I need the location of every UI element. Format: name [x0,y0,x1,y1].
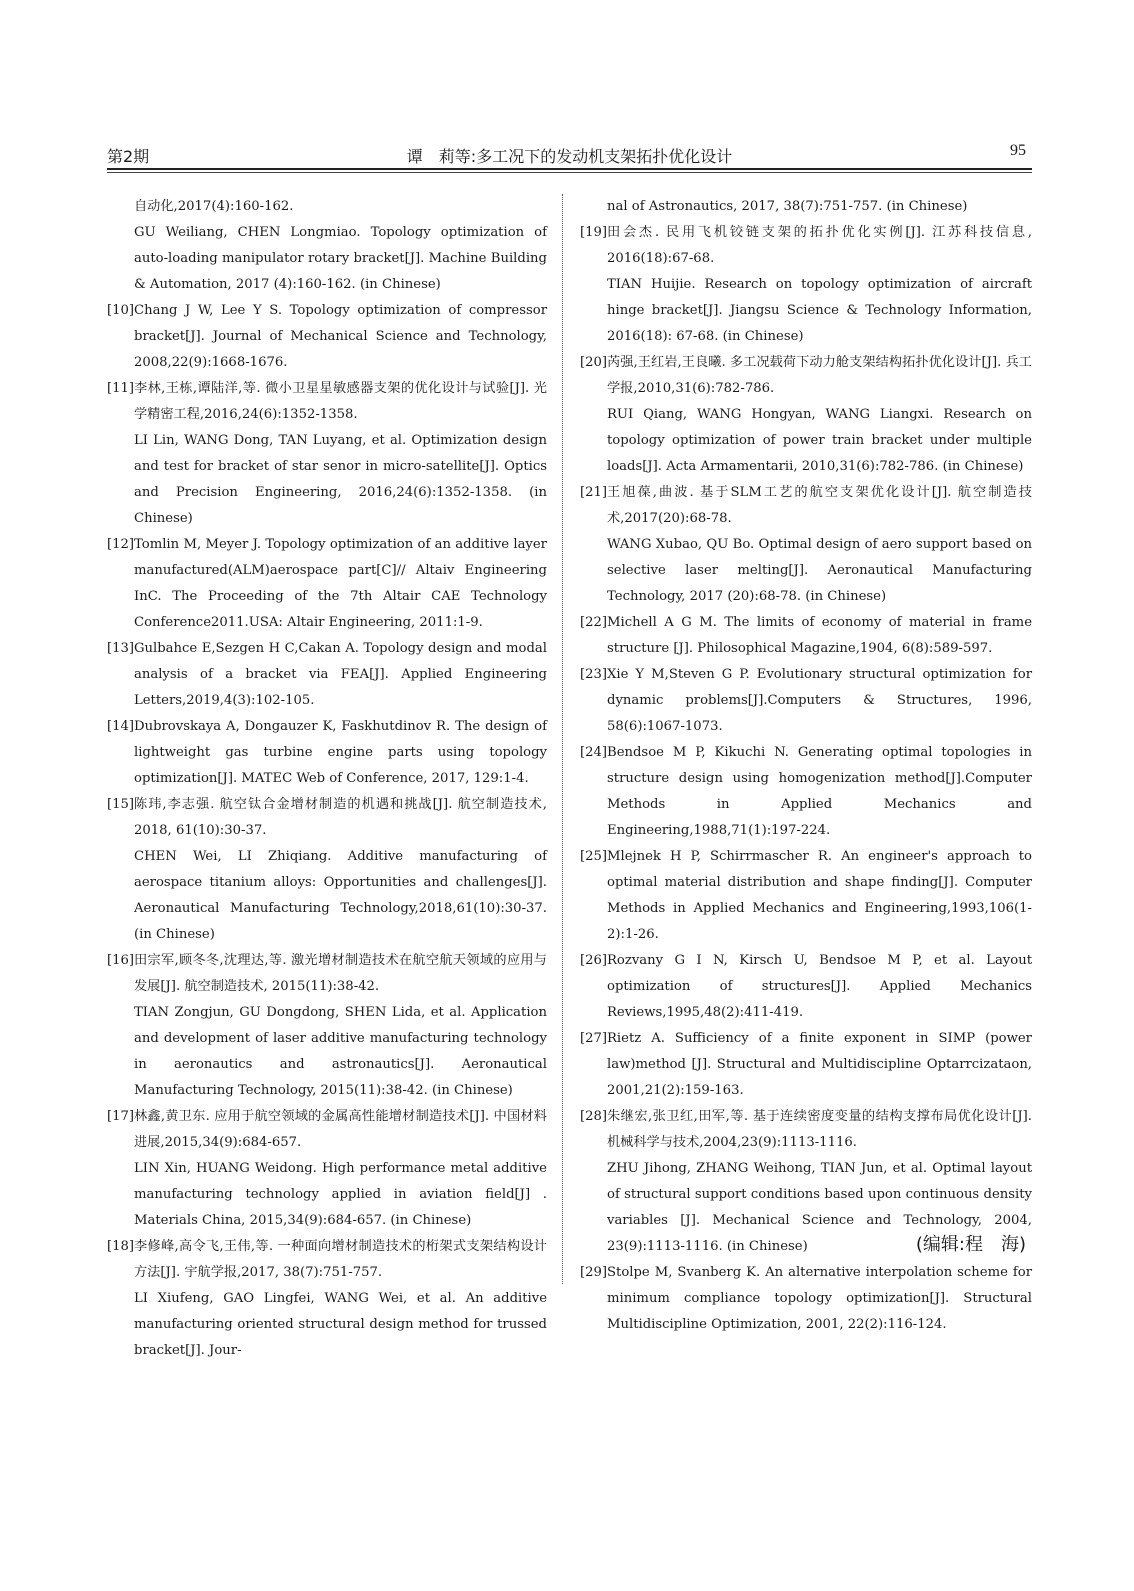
reference-text: WANG Xubao, QU Bo. Optimal design of aero support based on selective laser melting[J]. Aeronautical Manufacturing Technology, 2017 (20):68-78. (in Chinese) [607,537,1032,604]
reference-column-right [580,194,1032,1338]
reference-text: Bendsoe M P, Kikuchi N. Generating optimal topologies in structure design using homogenization method[J].Computer Methods in Applied Mechanics and Engineering,1988,71(1):197-224. [607,745,1032,838]
reference-number: [23] [580,667,608,682]
reference-entry [580,1260,1032,1338]
reference-entry [580,350,1032,480]
reference-text: Xie Y M,Steven G P. Evolutionary structural optimization for dynamic problems[J].Computers & Structures, 1996, 58(6):1067-1073. [607,667,1032,734]
reference-number: [22] [580,615,608,630]
reference-number: [18] [107,1239,135,1254]
reference-column-left [107,194,547,1364]
reference-text: Gulbahce E,Sezgen H C,Cakan A. Topology design and modal analysis of a bracket via FEA[J]. Applied Engineering Letters,2019,4(3):102-105. [134,641,547,708]
reference-number: [13] [107,641,135,656]
reference-entry [580,610,1032,662]
reference-text: RUI Qiang, WANG Hongyan, WANG Liangxi. Research on topology optimization of power train bracket under multiple loads[J]. Acta Armamentarii, 2010,31(6):782-786. (in Chinese) [607,407,1032,474]
reference-entry [580,220,1032,350]
reference-text: LI Lin, WANG Dong, TAN Luyang, et al. Optimization design and test for bracket of star senor in micro-satellite[J]. Optics and Precision Engineering, 2016,24(6):1352-1358. (in Chinese) [134,433,547,526]
reference-text: 林鑫,黄卫东. 应用于航空领域的金属高性能增材制造技术[J]. 中国材料进展,2015,34(9):684-657. [134,1109,547,1150]
reference-number: [17] [107,1109,135,1124]
editor-note: (编辑:程 海) [915,1234,1026,1255]
reference-number: [14] [107,719,135,734]
header-rule [107,168,1032,170]
reference-entry [107,532,547,636]
page-number: 95 [1010,142,1026,159]
reference-entry [107,792,547,948]
reference-text: 田会杰. 民用飞机铰链支架的拓扑优化实例[J]. 江苏科技信息, 2016(18):67-68. [607,225,1032,266]
reference-number: [16] [107,953,135,968]
reference-number: [15] [107,797,135,812]
reference-text: Tomlin M, Meyer J. Topology optimization of an additive layer manufactured(ALM)aerospace part[C]// Altaiv Engineering InC. The Proceeding of the 7th Altair CAE Technology Conference2011.USA: Altair Engineering, 2011:1-9. [134,537,547,630]
reference-entry [580,740,1032,844]
reference-entry [107,194,547,298]
reference-text: LI Xiufeng, GAO Lingfei, WANG Wei, et al. An additive manufacturing oriented structural design method for trussed bracket[J]. Jour- [134,1291,547,1358]
reference-number: [19] [580,225,608,240]
reference-number: [10] [107,303,135,318]
reference-entry [580,844,1032,948]
reference-text: Rozvany G I N, Kirsch U, Bendsoe M P, et al. Layout optimization of structures[J]. Applied Mechanics Reviews,1995,48(2):411-419. [607,953,1032,1020]
reference-number: [20] [580,355,608,370]
header-rule-thin [107,172,1032,173]
reference-text: Stolpe M, Svanberg K. An alternative interpolation scheme for minimum compliance topology optimization[J]. Structural Multidiscipline Optimization, 2001, 22(2):116-124. [607,1265,1032,1332]
reference-number: [21] [580,485,608,500]
reference-entry [580,662,1032,740]
reference-text: Michell A G M. The limits of economy of material in frame structure [J]. Philosophical Magazine,1904, 6(8):589-597. [607,615,1032,656]
reference-text: 朱继宏,张卫红,田军,等. 基于连续密度变量的结构支撑布局优化设计[J]. 机械科学与技术,2004,23(9):1113-1116. [607,1109,1032,1150]
reference-text: Rietz A. Sufficiency of a finite exponent in SIMP (power law)method [J]. Structural and Multidiscipline Optarrcizataon, 2001,21(2):159-163. [607,1031,1032,1098]
reference-number: [12] [107,537,135,552]
reference-entry [107,636,547,714]
reference-text: 芮强,王红岩,王良曦. 多工况载荷下动力舱支架结构拓扑优化设计[J]. 兵工学报,2010,31(6):782-786. [607,355,1032,396]
reference-text: Chang J W, Lee Y S. Topology optimization of compressor bracket[J]. Journal of Mechanical Science and Technology, 2008,22(9):1668-1676. [134,303,547,370]
column-divider [562,194,563,1284]
reference-text: 李林,王栋,谭陆洋,等. 微小卫星星敏感器支架的优化设计与试验[J]. 光学精密工程,2016,24(6):1352-1358. [134,381,547,422]
reference-entry [107,948,547,1104]
reference-number: [24] [580,745,608,760]
reference-entry [580,1026,1032,1104]
reference-entry [580,948,1032,1026]
reference-text: TIAN Zongjun, GU Dongdong, SHEN Lida, et al. Application and development of laser additive manufacturing technology in aeronautics and astronautics[J]. Aeronautical Manufacturing Technology, 2015(11):38-42. (in Chinese) [134,1005,547,1098]
reference-text: Mlejnek H P, Schirrmascher R. An engineer's approach to optimal material distribution and shape finding[J]. Computer Methods in Applied Mechanics and Engineering,1993,106(1-2):1-26. [607,849,1032,942]
reference-text: ZHU Jihong, ZHANG Weihong, TIAN Jun, et al. Optimal layout of structural support conditions based upon continuous density variables [J]. Mechanical Science and Technology, 2004, 23(9):1113-1116. (in Chinese) [607,1161,1032,1254]
reference-number: [27] [580,1031,608,1046]
reference-entry [580,480,1032,610]
reference-entry [580,194,1032,220]
reference-text: 田宗军,顾冬冬,沈理达,等. 激光增材制造技术在航空航天领域的应用与发展[J]. 航空制造技术, 2015(11):38-42. [134,953,547,994]
reference-number: [11] [107,381,135,396]
reference-text: GU Weiliang, CHEN Longmiao. Topology optimization of auto-loading manipulator rotary bracket[J]. Machine Building & Automation, 2017 (4):160-162. (in Chinese) [134,225,547,292]
reference-entry [107,376,547,532]
reference-text: 李修峰,高令飞,王伟,等. 一种面向增材制造技术的桁架式支架结构设计方法[J]. 宇航学报,2017, 38(7):751-757. [134,1239,547,1280]
reference-text: TIAN Huijie. Research on topology optimization of aircraft hinge bracket[J]. Jiangsu Science & Technology Information, 2016(18): 67-68. (in Chinese) [607,277,1032,344]
reference-text: 陈玮,李志强. 航空钛合金增材制造的机遇和挑战[J]. 航空制造技术, 2018, 61(10):30-37. [134,797,547,838]
reference-text: LIN Xin, HUANG Weidong. High performance metal additive manufacturing technology applied in aviation field[J] . Materials China, 2015,34(9):684-657. (in Chinese) [134,1161,547,1228]
article-title: 谭 莉等:多工况下的发动机支架拓扑优化设计 [406,147,733,166]
reference-entry [107,714,547,792]
reference-entry [107,298,547,376]
reference-number: [26] [580,953,608,968]
reference-text: Dubrovskaya A, Dongauzer K, Faskhutdinov R. The design of lightweight gas turbine engine parts using topology optimization[J]. MATEC Web of Conference, 2017, 129:1-4. [134,719,547,786]
running-header [107,140,1032,170]
issue-label: 第2期 [107,147,150,166]
reference-entry [107,1104,547,1234]
reference-text: nal of Astronautics, 2017, 38(7):751-757. (in Chinese) [607,199,968,214]
reference-number: [25] [580,849,608,864]
reference-text: 自动化,2017(4):160-162. [134,199,294,214]
reference-number: [29] [580,1265,608,1280]
reference-entry [107,1234,547,1364]
reference-number: [28] [580,1109,608,1124]
reference-text: 王旭葆,曲波. 基于SLM工艺的航空支架优化设计[J]. 航空制造技术,2017(20):68-78. [607,485,1032,526]
reference-text: CHEN Wei, LI Zhiqiang. Additive manufacturing of aerospace titanium alloys: Opportunities and challenges[J]. Aeronautical Manufacturing Technology,2018,61(10):30-37. (in Chinese) [134,849,547,942]
